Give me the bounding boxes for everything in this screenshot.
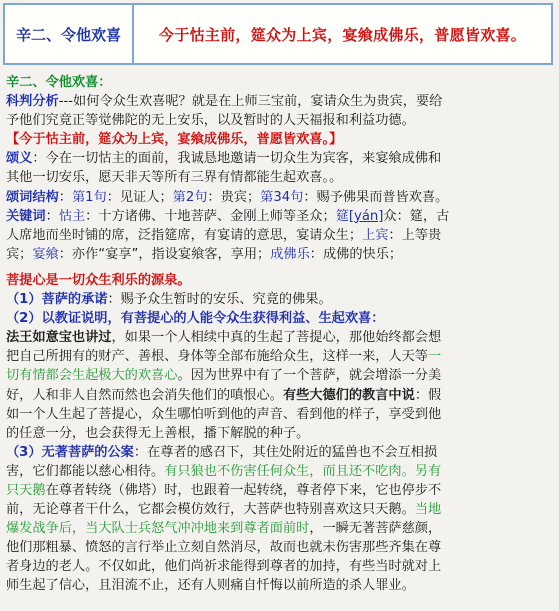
text-span: 在尊者转绕（佛塔）时，也跟着一起转绕，尊者停下来，它也停步不 [45, 482, 442, 498]
text-line [6, 309, 554, 328]
text-span: ：成佛的快乐； [309, 246, 403, 262]
text-span: 。因为世界中有了一个菩萨，就会增添一分美 [177, 368, 442, 384]
text-line [6, 462, 554, 481]
text-span: ：假 [414, 387, 442, 403]
text-span: 前，无论尊者干什么，它都会模仿效行，大菩萨也特别喜欢这只天鹅。 [6, 502, 415, 518]
text-line [6, 226, 554, 245]
text-span: ---如何令众生欢喜呢？就是在上师三宝前，宴请众生为贵宾，要给 [58, 94, 443, 110]
text-line [6, 500, 554, 519]
text-line [6, 149, 554, 168]
text-span: 辛二、令他欢喜： [6, 75, 112, 90]
text-span: 上宾 [362, 227, 389, 243]
text-span: ：赐予众生暂时的安乐、究竟的佛果。 [107, 292, 332, 308]
text-span: 当地 [414, 502, 442, 518]
text-span: 成佛乐 [270, 246, 310, 262]
text-span: ：今在一切怙主的面前，我诚恳地邀请一切众生为宾客，来宴飨成佛和 [32, 151, 442, 167]
text-line [6, 366, 554, 385]
text-span: 只天鹅 [6, 482, 46, 498]
text-span: 关键词 [6, 208, 46, 224]
text-span: ：亦作“宴享”，指设宴飨客，享用； [58, 246, 271, 262]
text-span: 众：筵，古 [383, 208, 450, 224]
text-span: ：十方诸佛、十地菩萨、金刚上师等圣众； [85, 208, 336, 224]
text-span: 把自己所拥有的财产、善根、身体等全部布施给众生，这样一来，人天等 [6, 349, 428, 365]
text-span: 筵 [335, 208, 349, 224]
text-span: 怙主 [58, 208, 86, 224]
text-line [6, 245, 554, 264]
text-span: 者身边的老人。不仅如此，他们尚祈求能得到尊者的加持，有些当时就对上 [6, 559, 442, 575]
text-span: （3）无著菩萨的公案 [6, 444, 134, 460]
text-span: 一 [428, 349, 442, 365]
text-line [6, 73, 554, 92]
paragraph-gap [6, 264, 554, 271]
text-line [6, 290, 554, 309]
text-span: 予他们究竟正等觉佛陀的无上安乐，以及暂时的人天福报和利益功德。 [6, 113, 415, 129]
text-span: 师生起了信心，且泪流不止，还有人则痛自忏悔以前所造的杀人罪业。 [6, 578, 415, 594]
text-span: 法王如意宝也讲过 [6, 330, 112, 346]
header-table [3, 3, 553, 65]
text-line [6, 519, 554, 538]
text-span: 他们那粗暴、愤怒的言行举止立刻自然消尽，故而也就未伤害那些齐集在尊 [6, 540, 442, 556]
section-tag: 辛二、令他欢喜 [5, 5, 134, 63]
text-span: 菩提心是一切众生利乐的源泉。 [6, 272, 191, 288]
text-span: ：在尊者的感召下，其住处附近的猛兽也不会互相损 [133, 444, 438, 460]
text-span: ：见证人； [106, 189, 173, 205]
text-span: 爆发战争后，当大队士兵怒气冲冲地来到尊者面前时 [6, 521, 310, 537]
text-span: 【今于怙主前，筵众为上宾，宴飨成佛乐，普愿皆欢喜。】 [6, 132, 343, 148]
text-line [6, 271, 554, 290]
body-text [6, 73, 554, 596]
text-span: （1）菩萨的承诺 [6, 292, 108, 308]
text-span: 害，它们都能以慈心相待。 [6, 463, 165, 479]
text-line [6, 168, 554, 187]
text-span: ：上等贵 [388, 227, 442, 243]
text-line [6, 188, 554, 207]
text-span: 如一个人生起了菩提心，众生哪怕听到他的声音、看到他的样子，享受到他 [6, 406, 442, 422]
text-line [6, 557, 554, 576]
text-line [6, 576, 554, 595]
text-line [6, 405, 554, 424]
text-span: 宴飨 [32, 246, 59, 262]
text-span: 颂义 [6, 151, 33, 167]
text-span: ：赐予佛果而普皆欢喜。 [303, 189, 449, 205]
text-line [6, 481, 554, 500]
text-span: 宾； [6, 246, 33, 262]
text-span: 有些大德们的教言中说 [282, 387, 415, 403]
text-span: 有只狼也不伤害任何众生，而且还不吃肉。另有 [164, 463, 442, 479]
text-span: [yán] [348, 208, 384, 224]
text-span: ，一瞬无著菩萨慈颜， [309, 521, 442, 537]
text-span: 第1句 [71, 189, 107, 205]
text-span: （2）以教证说明，有菩提心的人能令众生获得利益、生起欢喜： [6, 311, 385, 327]
text-line [6, 111, 554, 130]
text-span: ：贵宾； [207, 189, 261, 205]
text-span: ： [45, 208, 59, 224]
text-span: 颂词结构 [6, 189, 59, 205]
text-span: 其他一切安乐，愿天非天等所有三界有情都能生起欢喜。。 [6, 170, 343, 186]
text-line [6, 328, 554, 347]
verse-title: 今于怙主前，筵众为上宾，宴飨成佛乐，普愿皆欢喜。 [158, 25, 527, 44]
text-line [6, 538, 554, 557]
text-line [6, 92, 554, 111]
text-line [6, 130, 554, 149]
text-span: ，如果一个人相续中真的生起了菩提心，那他始终都会想 [111, 330, 442, 346]
text-line [6, 443, 554, 462]
text-span: 人席地而坐时铺的席，泛指筵席，有宴请的意思，宴请众生； [6, 227, 363, 243]
text-span: ： [58, 189, 72, 205]
text-span: 的任意一分，也会获得无上善根，播下解脱的种子。 [6, 425, 310, 441]
text-span: 第34句 [260, 189, 304, 205]
text-span: 第2句 [172, 189, 208, 205]
text-line [6, 207, 554, 226]
text-span: 切有情都会生起极大的欢喜心 [6, 368, 178, 384]
text-span: 好，人和非人自然而然也会消失他们的嗔恨心。 [6, 387, 283, 403]
text-line [6, 347, 554, 366]
text-line [6, 424, 554, 443]
text-line [6, 386, 554, 405]
text-span: 科判分析 [6, 94, 59, 110]
